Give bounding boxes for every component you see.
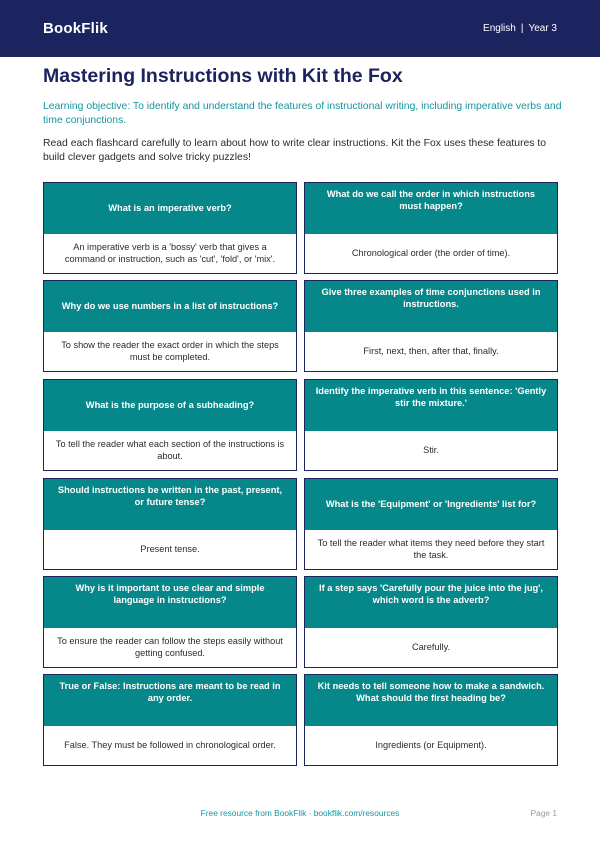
flashcard-question: Should instructions be written in the past, present, or future tense? bbox=[44, 479, 296, 530]
page-number: Page 1 bbox=[530, 808, 557, 818]
brand-logo: BookFlik bbox=[43, 20, 108, 37]
flashcard-answer: An imperative verb is a 'bossy' verb that gives a command or instruction, such as 'cut', 'fold', or 'mix'. bbox=[44, 234, 296, 273]
flashcard-answer: False. They must be followed in chronological order. bbox=[44, 726, 296, 765]
footer-resource-link[interactable]: Free resource from BookFlik · bookflik.com/resources bbox=[200, 808, 400, 818]
learning-objective: Learning objective: To identify and understand the features of instructional writing, including imperative verbs and time conjunctions. bbox=[43, 101, 562, 126]
flashcard-question: What do we call the order in which instructions must happen? bbox=[305, 183, 557, 234]
flashcard bbox=[304, 576, 558, 668]
flashcard bbox=[43, 379, 297, 471]
flashcard bbox=[43, 478, 297, 570]
flashcard-question: What is the 'Equipment' or 'Ingredients' list for? bbox=[305, 479, 557, 530]
flashcard-question: If a step says 'Carefully pour the juice into the jug', which word is the adverb? bbox=[305, 577, 557, 628]
flashcard-question: Why do we use numbers in a list of instructions? bbox=[44, 281, 296, 332]
flashcard-answer: To ensure the reader can follow the steps easily without getting confused. bbox=[44, 628, 296, 667]
flashcard-question: Kit needs to tell someone how to make a sandwich. What should the first heading be? bbox=[305, 675, 557, 726]
flashcard bbox=[304, 478, 558, 570]
flashcard-question: Give three examples of time conjunctions used in instructions. bbox=[305, 281, 557, 332]
flashcard-answer: To show the reader the exact order in which the steps must be completed. bbox=[44, 332, 296, 371]
flashcard-question: What is an imperative verb? bbox=[44, 183, 296, 234]
page-title: Mastering Instructions with Kit the Fox bbox=[43, 65, 403, 87]
subject-label: English bbox=[483, 23, 516, 34]
flashcard-answer: To tell the reader what each section of the instructions is about. bbox=[44, 431, 296, 470]
flashcard-answer: Carefully. bbox=[305, 628, 557, 667]
flashcard-answer: To tell the reader what items they need before they start the task. bbox=[305, 530, 557, 569]
flashcard bbox=[43, 576, 297, 668]
flashcard-question: What is the purpose of a subheading? bbox=[44, 380, 296, 431]
meta-separator: | bbox=[520, 23, 524, 34]
flashcard bbox=[304, 674, 558, 766]
flashcard bbox=[304, 280, 558, 372]
flashcard-question: True or False: Instructions are meant to be read in any order. bbox=[44, 675, 296, 726]
flashcard bbox=[304, 379, 558, 471]
flashcard-answer: First, next, then, after that, finally. bbox=[305, 332, 557, 371]
flashcard bbox=[43, 280, 297, 372]
flashcard bbox=[43, 674, 297, 766]
flashcard-answer: Stir. bbox=[305, 431, 557, 470]
flashcard bbox=[304, 182, 558, 274]
flashcard-answer: Ingredients (or Equipment). bbox=[305, 726, 557, 765]
flashcard-question: Why is it important to use clear and simple language in instructions? bbox=[44, 577, 296, 628]
flashcard bbox=[43, 182, 297, 274]
flashcard-question: Identify the imperative verb in this sentence: 'Gently stir the mixture.' bbox=[305, 380, 557, 431]
page-header bbox=[0, 0, 600, 57]
flashcard-answer: Present tense. bbox=[44, 530, 296, 569]
intro-text: Read each flashcard carefully to learn about how to write clear instructions. Kit the Fox uses these features to build clever gadgets and solve tricky puzzles! bbox=[43, 138, 547, 163]
year-label: Year 3 bbox=[528, 23, 557, 34]
subject-meta bbox=[483, 23, 557, 34]
flashcard-answer: Chronological order (the order of time). bbox=[305, 234, 557, 273]
